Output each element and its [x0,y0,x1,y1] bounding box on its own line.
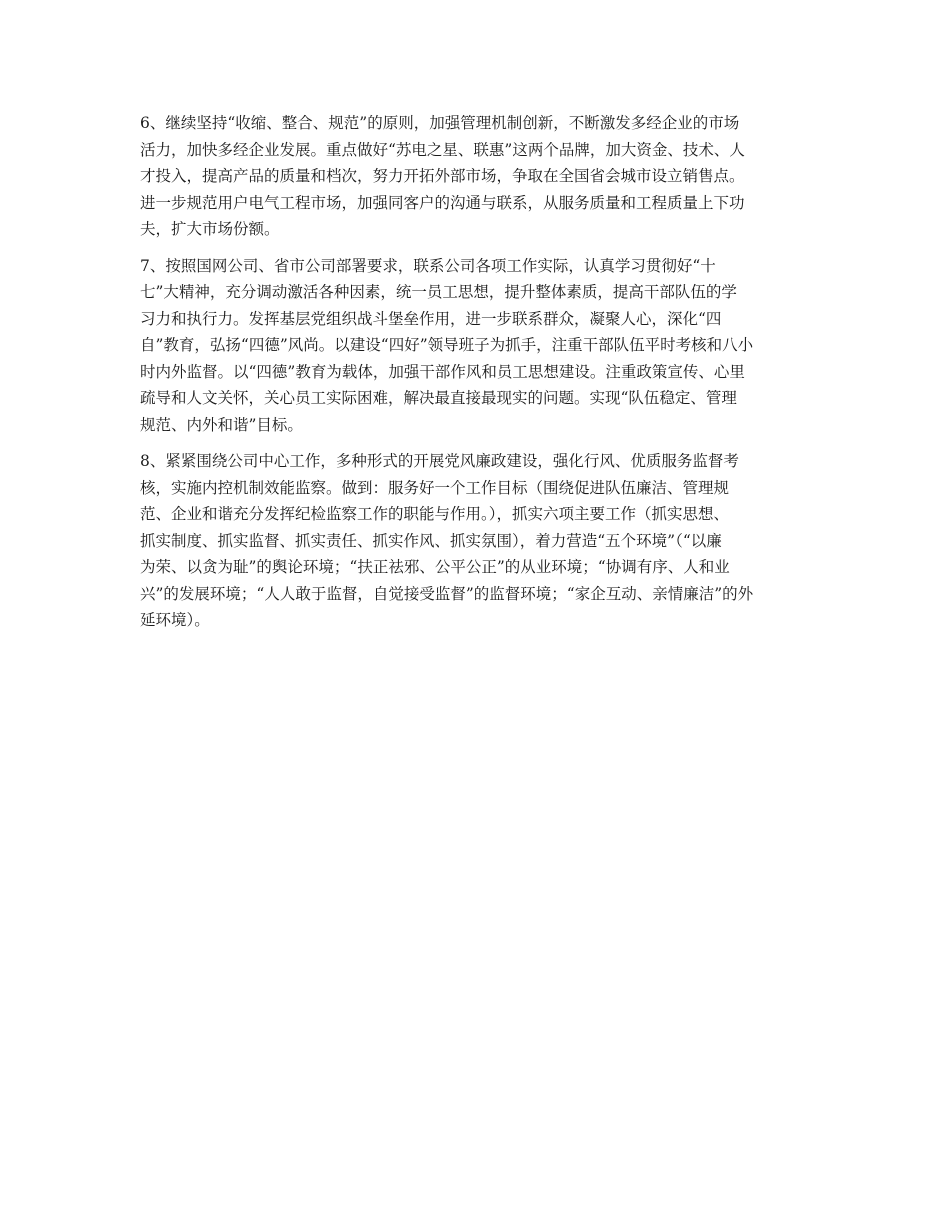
paragraph-line: 为荣、以贪为耻”的舆论环境；“扶正祛邪、公平公正”的从业环境；“协调有序、人和业 [140,558,730,576]
paragraph-line: 习力和执行力。发挥基层党组织战斗堡垒作用，进一步联系群众，凝聚人心，深化“四 [140,309,722,328]
paragraph-line: 6、继续坚持“收缩、整合、规范”的原则，加强管理机制创新，不断激发多经企业的市场 [140,114,740,132]
paragraph-7 [140,253,815,439]
paragraph-line: 时内外监督。以“四德”教育为载体，加强干部作风和员工思想建设。注重政策宣传、心里 [140,362,745,381]
paragraph-6 [140,110,815,243]
paragraph-line: 自”教育，弘扬“四德”风尚。以建设“四好”领导班子为抓手，注重干部队伍平时考核和八小 [140,336,754,354]
paragraph-line: 七”大精神，充分调动激活各种因素，统一员工思想，提升整体素质，提高干部队伍的学 [140,283,737,301]
paragraph-line: 抓实制度、抓实监督、抓实责任、抓实作风、抓实氛围），着力营造“五个环境”（“以廉 [140,531,722,550]
paragraph-line: 夫，扩大市场份额。 [140,220,280,238]
paragraph-line: 8、紧紧围绕公司中心工作，多种形式的开展党风廉政建设，强化行风、优质服务监督考 [140,452,739,470]
paragraph-line: 延环境）。 [140,611,210,629]
paragraph-line: 疏导和人文关怀，关心员工实际困难，解决最直接最现实的问题。实现“队伍稳定、管理 [140,389,737,407]
paragraph-line: 才投入，提高产品的质量和档次，努力开拓外部市场，争取在全国省会城市设立销售点。 [140,167,745,185]
paragraph-line: 进一步规范用户电气工程市场，加强同客户的沟通与联系，从服务质量和工程质量上下功 [140,193,745,212]
paragraph-line: 规范、内外和谐”目标。 [140,415,303,434]
document-body [140,110,815,644]
paragraph-line: 兴”的发展环境；“人人敢于监督，自觉接受监督”的监督环境；“家企互动、亲情廉洁”的外 [140,584,754,603]
paragraph-line: 核，实施内控机制效能监察。做到：服务好一个工作目标（围绕促进队伍廉洁、管理规 [140,478,730,497]
paragraph-line: 活力，加快多经企业发展。重点做好“苏电之星、联惠”这两个品牌，加大资金、技术、人 [140,140,745,159]
paragraph-8 [140,448,815,634]
paragraph-line: 7、按照国网公司、省市公司部署要求，联系公司各项工作实际，认真学习贯彻好“十 [140,256,716,275]
paragraph-line: 范、企业和谐充分发挥纪检监察工作的职能与作用。），抓实六项主要工作（抓实思想、 [140,505,730,523]
